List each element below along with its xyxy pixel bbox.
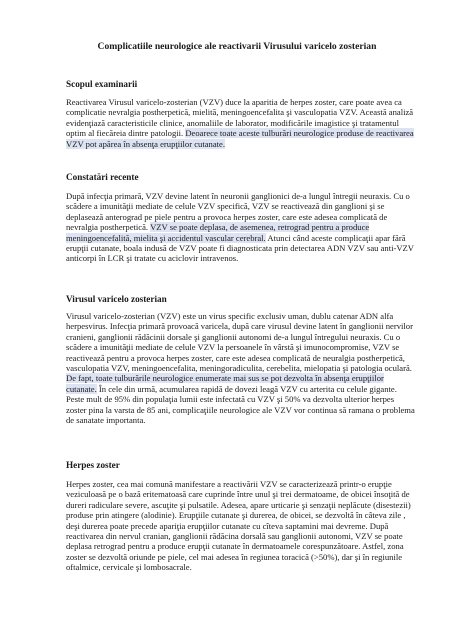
paragraph-text: Virusul varicelo-zosterian (VZV) este un virus specific exclusiv uman, dublu catenar ADN alfa herpesvirus. Infecţia primară provoacă varicela, după care virusul devine latent în ganglionii nervilor cranieni, ganglionii rădăcinii dorsale şi ganglionii autonomi de-a lungul întregului neuraxis. Cu o scădere a imunităţii mediate de celule VZV la persoanele în vârstă şi imunocompromise, VZV se reactivează pentru a provoca herpes zoster, care este adesea complicată de neuralgia postherpetică, vasculopatia VZV, meningoencefalita, meningoradiculita, cerebelita, mielopatia şi patologia oculară. (66, 311, 413, 374)
document-title: Complicatiile neurologice ale reactivarii Virusului varicelo zosterian (97, 41, 377, 52)
paragraph-text: Atunci când aceste complicaţii apar fără erupţii cutanate, boala indusă de VZV poate fi diagnosticata prin detectarea ADN VZV sau anti-VZV anticorpi în LCR şi tratate cu aciclovir intravenos. (66, 232, 414, 264)
section-paragraph (66, 311, 416, 425)
highlighted-text: Deoarece toate aceste tulburări neurologice produse de reactivarea VZV pot apărea în absenţa erupţiilor cutanate. (66, 128, 414, 149)
section-paragraph (66, 97, 416, 149)
highlighted-text: De fapt, toate tulburările neurologice enumerate mai sus se pot dezvolta în absenţa erupţiilor cutanate. (66, 373, 384, 394)
paragraph-text: Reactivarea Virusul varicelo-zosterian (VZV) duce la aparitia de herpes zoster, care poate avea ca complicatie nevralgia postherpetică, mielită, meningoencefalita şi vasculopatia VZV. Această analiză evidenţiază caracteristicile clinice, anomaliile de laborator, modificările imagistice şi tratamentul optim al fiecăreia dintre patologii. (66, 97, 414, 139)
paragraph-text: În cele din urmă, acumularea rapidă de dovezi leagă VZV cu arterita cu celule gigante. Peste mult de 95% din populaţia lumii este infectată cu VZV şi 50% va dezvolta ulterior herpes zoster pina la varsta de 85 ani, complicaţiile neurologice ale VZV vor continua să ramana o problema de sanatate importanta. (66, 383, 415, 426)
section-heading: Virusul varicelo zosterian (66, 294, 167, 304)
section-paragraph (66, 479, 416, 573)
section-heading: Herpes zoster (66, 460, 120, 470)
highlighted-text: VZV se poate deplasa, de asemenea, retrograd pentru a produce meningoencefalită, mielita şi accidentul vascular cerebral. (66, 222, 370, 243)
paragraph-text: Herpes zoster, cea mai comună manifestare a reactivării VZV se caracterizează printr-o erupţie veziculoasă pe o bază eritematoasă care cuprinde între unul şi trei dermatoame, de obicei însoţită de dureri radiculare severe, ascuţite şi pulsatile. Adesea, apare urticarie şi senzaţii neplăcute (disestezii) produse prin atingere (alodinie). Erupţiile cutanate şi durerea, de obicei, se dezvoltă în câteva zile , deşi durerea poate precede apariţia erupţiilor cutanate cu cîteva saptamini mai devreme. După reactivarea din nervul cranian, ganglionii rădăcina dorsală sau ganglionii autonomi, VZV se poate deplasa retrograd pentru a produce erupţii cutanate în dermatoamele corespunzătoare. Astfel, zona zoster se dezvoltă oriunde pe piele, cel mai adesea în regiunea toracică (>50%), dar şi în regiunile oftalmice, cervicale şi lombosacrale. (66, 479, 411, 573)
section-heading: Constatări recente (66, 172, 139, 182)
paragraph-text: După infecţia primară, VZV devine latent în neuronii ganglionici de-a lungul întregii neuraxis. Cu o scădere a imunităţii mediate de celule VZV specifică, VZV se reactivează din ganglioni şi se deplasează anterograd pe piele pentru a provoca herpes zoster, care este adesea complicată de nevralgia postherpetică. (66, 191, 410, 233)
section-heading: Scopul examinarii (66, 79, 138, 89)
section-paragraph (66, 191, 416, 264)
